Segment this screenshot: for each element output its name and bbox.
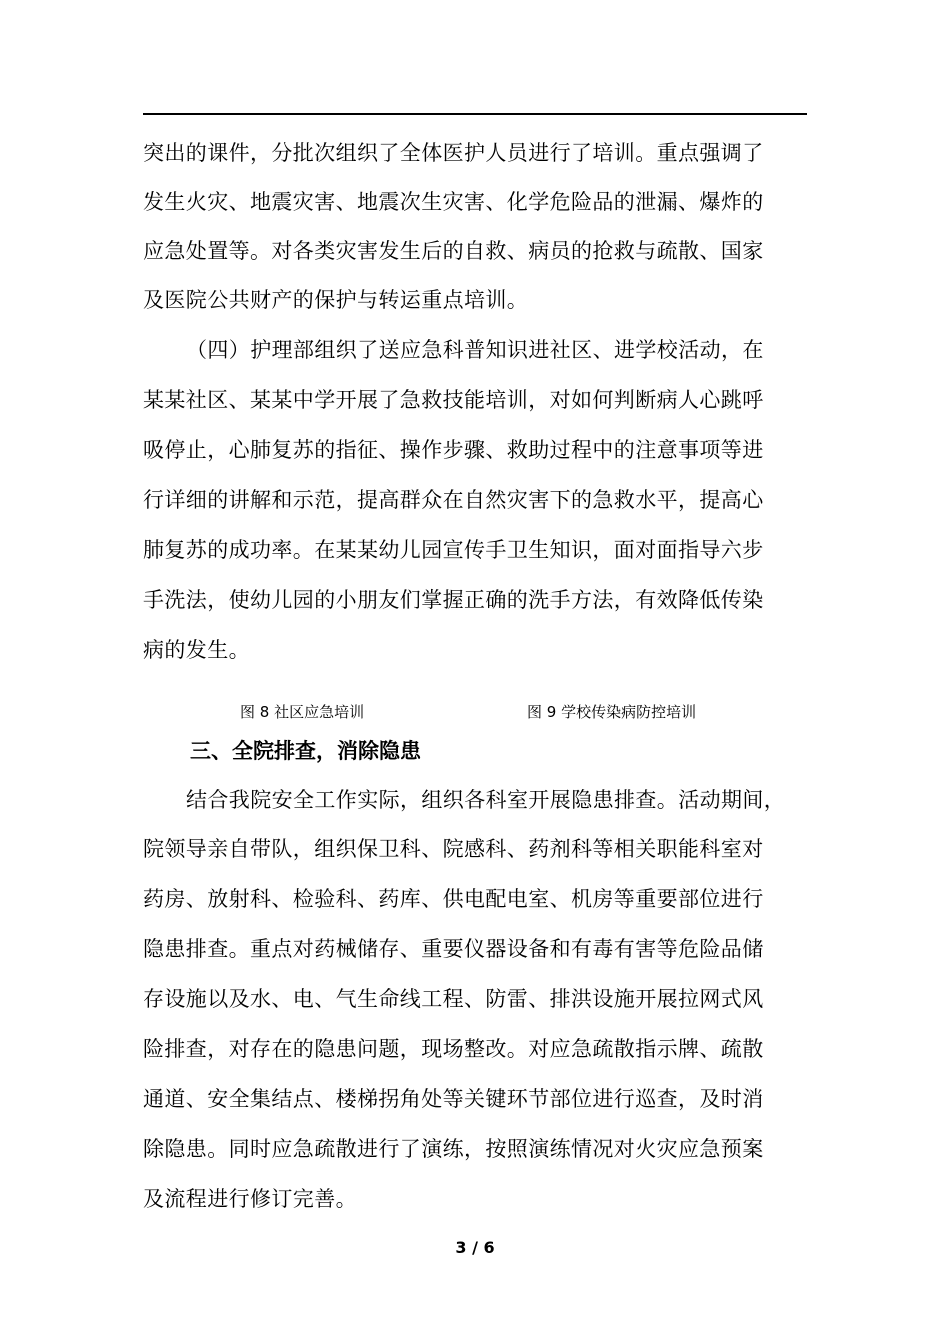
figure-caption-9: 图 9 学校传染病防控培训 [527, 703, 697, 721]
paragraph-line: 除隐患。同时应急疏散进行了演练，按照演练情况对火灾应急预案 [143, 1137, 764, 1161]
paragraph-line: 突出的课件，分批次组织了全体医护人员进行了培训。重点强调了 [143, 141, 764, 165]
paragraph-line: 某某社区、某某中学开展了急救技能培训，对如何判断病人心跳呼 [143, 388, 764, 412]
paragraph-line: （四）护理部组织了送应急科普知识进社区、进学校活动，在 [186, 338, 764, 362]
paragraph-line: 险排查，对存在的隐患问题，现场整改。对应急疏散指示牌、疏散 [143, 1037, 764, 1061]
paragraph-line: 应急处置等。对各类灾害发生后的自救、病员的抢救与疏散、国家 [143, 239, 764, 263]
paragraph-line: 隐患排查。重点对药械储存、重要仪器设备和有毒有害等危险品储 [143, 937, 764, 961]
header-rule [143, 113, 807, 115]
paragraph-line: 病的发生。 [143, 638, 250, 662]
paragraph-line: 通道、安全集结点、楼梯拐角处等关键环节部位进行巡查，及时消 [143, 1087, 764, 1111]
paragraph-line: 及流程进行修订完善。 [143, 1187, 357, 1211]
paragraph-line: 发生火灾、地震灾害、地震次生灾害、化学危险品的泄漏、爆炸的 [143, 190, 764, 214]
paragraph-line: 及医院公共财产的保护与转运重点培训。 [143, 288, 529, 312]
paragraph-line: 院领导亲自带队，组织保卫科、院感科、药剂科等相关职能科室对 [143, 837, 764, 861]
section-heading: 三、全院排查，消除隐患 [190, 739, 421, 763]
page-number: 3 / 6 [455, 1238, 495, 1257]
paragraph-line: 肺复苏的成功率。在某某幼儿园宣传手卫生知识，面对面指导六步 [143, 538, 764, 562]
paragraph-line: 结合我院安全工作实际，组织各科室开展隐患排查。活动期间， [186, 788, 786, 812]
paragraph-line: 吸停止，心肺复苏的指征、操作步骤、救助过程中的注意事项等进 [143, 438, 764, 462]
paragraph-line: 行详细的讲解和示范，提高群众在自然灾害下的急救水平，提高心 [143, 488, 764, 512]
paragraph-line: 手洗法，使幼儿园的小朋友们掌握正确的洗手方法，有效降低传染 [143, 588, 764, 612]
paragraph-line: 存设施以及水、电、气生命线工程、防雷、排洪设施开展拉网式风 [143, 987, 764, 1011]
paragraph-line: 药房、放射科、检验科、药库、供电配电室、机房等重要部位进行 [143, 887, 764, 911]
figure-caption-8: 图 8 社区应急培训 [240, 703, 365, 721]
